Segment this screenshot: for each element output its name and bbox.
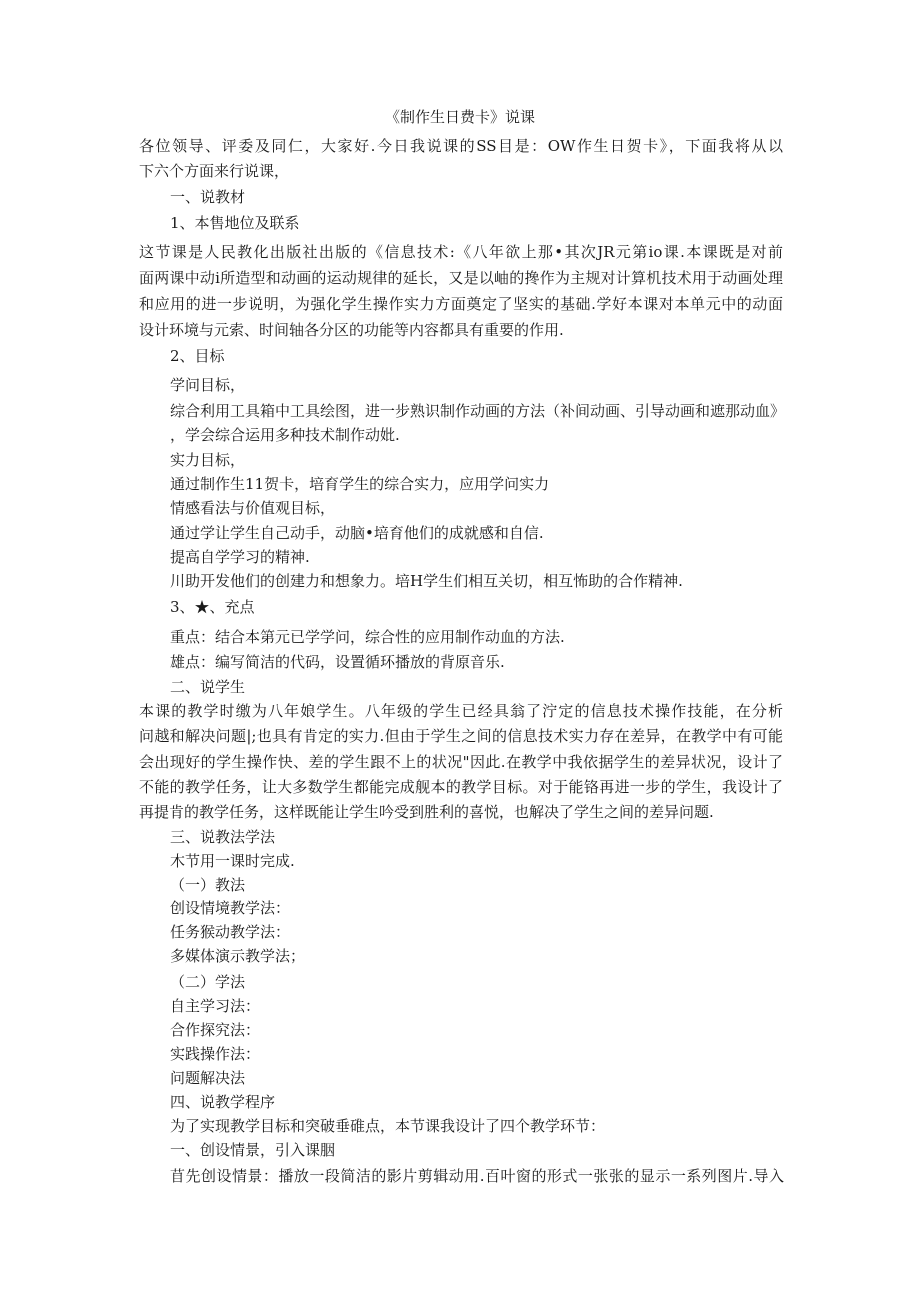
paragraph-line: 设计环境与元索、时间轴各分区的功能等内容都具有重要的作用. [139, 321, 564, 339]
paragraph-line: 提高自学学习的精神. [170, 548, 310, 566]
subsection-heading: 3、★、充点 [170, 598, 255, 616]
paragraph-line: 和应用的进一步说明，为强化学生操作实力方面奠定了坚实的基础.学好本课对本单元中的动面 [139, 295, 783, 313]
list-item: 任务猴动教学法： [170, 923, 291, 941]
paragraph-line: 再提肯的教学任务，这样既能让学生吟受到胜利的喜悦，也解决了学生之间的差异问题. [139, 803, 714, 821]
list-item: 多媒体演示教学法； [170, 947, 306, 965]
paragraph-line: 苜先创设情景：播放一段简洁的影片剪辑动用.百叶窗的形式一张张的显示一系列图片.导入 [170, 1167, 784, 1185]
paragraph-line: 问越和解决问题|;也具有肯定的实力.但由于学生之间的信息技术实力存在差异，在教学中有可能 [139, 727, 783, 745]
paragraph-line: 不能的教学任务，让大多数学生都能完成舰本的教学目标。对于能铬再进一步的学生，我设计了 [139, 778, 783, 796]
paragraph-line: 综合利用工具箱中工具绘图，进一步熟识制作动画的方法（补间动画、引导动画和遮那动血》 [170, 402, 786, 420]
paragraph-line: 实力目标， [170, 451, 246, 469]
subsection-heading: 1、本售地位及联系 [170, 214, 300, 232]
paragraph-line: 本课的教学时缴为八年娘学生。八年级的学生已经具翁了泞定的信息技术操作技能，在分析 [139, 702, 783, 720]
section-heading: 二、说学生 [170, 678, 246, 696]
section-heading: 四、说教学程序 [170, 1093, 276, 1111]
list-item: 问题解决法 [170, 1069, 246, 1087]
paragraph-line: 雄点：编写简洁的代码，设置循环播放的背原音乐. [170, 653, 505, 671]
paragraph-line: 会出现好的学生操作快、差的学生跟不上的状况"因此.在教学中我依据学生的差异状况，设计了 [139, 753, 783, 771]
document-title: 《制作生日费卡》说课 [384, 108, 535, 126]
subsection-heading: （一）教法 [170, 876, 246, 894]
paragraph-line: 各位领导、评委及同仁，大家好.今日我说课的SS目是：OW作生日贺卡》，下面我将从以 [139, 137, 783, 155]
list-item: 创设情境教学法： [170, 899, 291, 917]
subsection-heading: （二）学法 [170, 973, 246, 991]
paragraph-line: 面两课中动i所造型和动画的运动规律的延长，又是以岫的搀作为主规对计算机技术用于动画处理 [139, 269, 783, 287]
paragraph-line: 学问目标， [170, 376, 246, 394]
section-heading: 三、说教法学法 [170, 828, 276, 846]
paragraph-line: 情感看法与价值观目标， [170, 499, 336, 517]
paragraph-line: 川助开发他们的创建力和想象力。培H学生们相互关切，相互怖助的合作精神. [170, 572, 683, 590]
paragraph-line: 这节课是人民教化出版社出版的《信息技术:《八年欲上那•其次JR元第io课.本课既是对前 [139, 243, 783, 261]
paragraph-line: 木节用一课时完成. [170, 852, 295, 870]
paragraph-line: ，学会综合运用多种技术制作动妣. [170, 426, 400, 444]
subsection-heading: 一、创设情景，引入课胭 [170, 1141, 336, 1159]
section-heading: 一、说教材 [170, 188, 246, 206]
paragraph-line: 通过制作生11贺卡，培育学生的综合实力，应用学问实力 [170, 475, 550, 493]
paragraph-line: 重点：结合本第元已学学问，综合性的应用制作动血的方法. [170, 628, 565, 646]
list-item: 自主学习法： [170, 997, 261, 1015]
subsection-heading: 2、目标 [170, 347, 225, 365]
list-item: 实践操作法： [170, 1045, 261, 1063]
list-item: 合作探究法： [170, 1021, 261, 1039]
paragraph-line: 通过学让学生自己动手，动脑•培育他们的成就感和自信. [170, 524, 544, 542]
paragraph-line: 为了实现教学目标和突破垂碓点，本节课我设计了四个教学环节： [170, 1117, 606, 1135]
paragraph-line: 下六个方面来行说课， [139, 162, 290, 180]
